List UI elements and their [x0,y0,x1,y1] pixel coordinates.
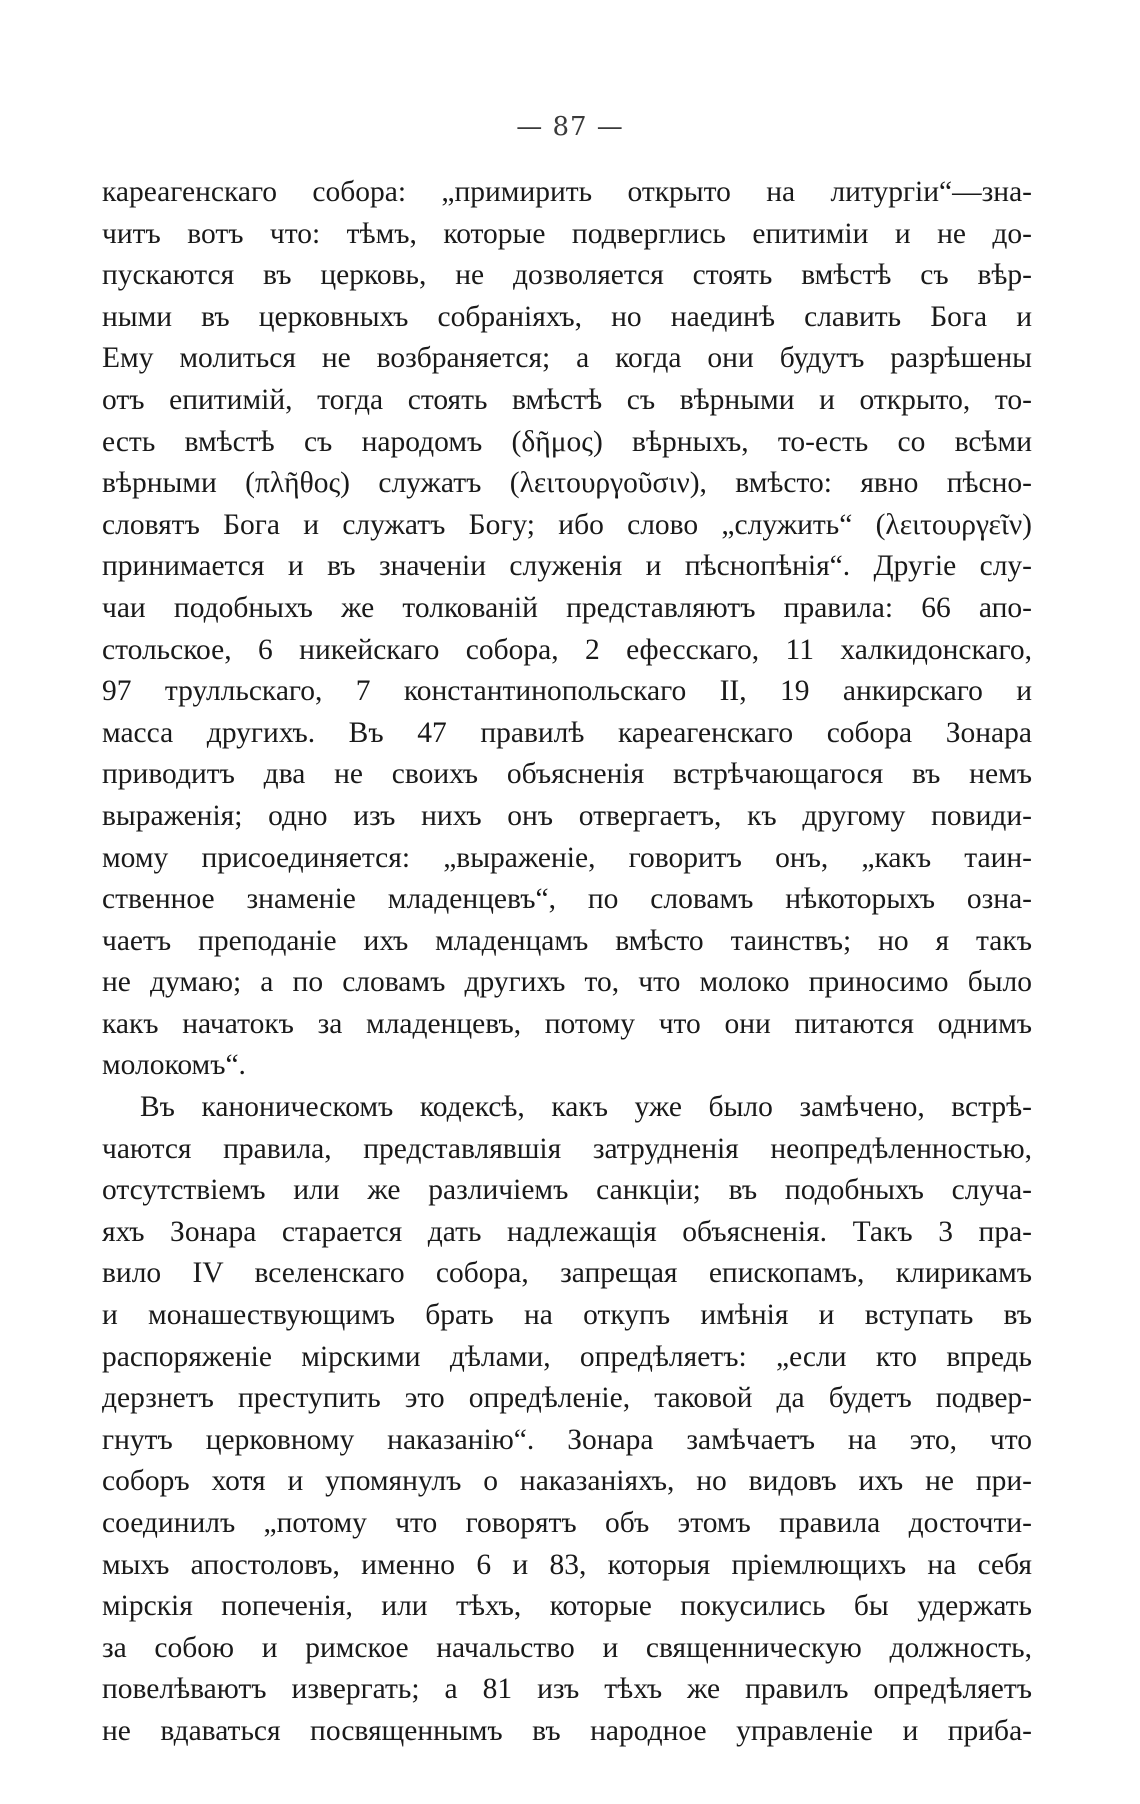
text-line: яхъ Зонара старается дать надлежащія объясненія. Такъ 3 пра- [102,1215,1032,1248]
text-line: гнутъ церковному наказанію“. Зонара замѣчаетъ на это, что [102,1423,1032,1456]
text-line: 97 трулльскаго, 7 константинопольскаго II, 19 анкирскаго и [102,675,1032,708]
text-line: выраженія; одно изъ нихъ онъ отвергаетъ, къ другому повиди- [102,799,1032,832]
text-line: кареагенскаго собора: „примирить открыто на литургіи“—зна- [102,176,1032,208]
text-line: Въ каноническомъ кодексѣ, какъ уже было замѣчено, встрѣ- [140,1091,1032,1124]
text-line: приводитъ два не своихъ объясненія встрѣчающагося въ немъ [102,758,1032,791]
text-line: принимается и въ значеніи служенія и пѣснопѣнія“. Другіе слу- [102,550,1032,583]
text-line: не думаю; а по словамъ другихъ то, что молоко приносимо было [102,966,1032,999]
text-line: отсутствіемъ или же различіемъ санкціи; въ подобныхъ случа- [102,1174,1032,1207]
text-line: соединилъ „потому что говорятъ объ этомъ правила досточти- [102,1507,1032,1539]
text-line: мірскія попеченія, или тѣхъ, которые покусились бы удержать [102,1590,1032,1623]
text-line: пускаются въ церковь, не дозволяется стоять вмѣстѣ съ вѣр- [102,259,1032,292]
text-line: за собою и римское начальство и священническую должность, [102,1631,1032,1664]
text-line: не вдаваться посвященнымъ въ народное управленіе и приба- [102,1714,1032,1747]
text-line: соборъ хотя и упомянулъ о наказаніяхъ, но видовъ ихъ не при- [102,1465,1032,1498]
text-line: Ему молиться не возбраняется; а когда они будутъ разрѣшены [102,342,1032,375]
text-line: дерзнетъ преступить это опредѣленіе, таковой да будетъ подвер- [102,1382,1032,1415]
text-line: чаются правила, представлявшія затрудненія неопредѣленностью, [102,1132,1032,1165]
paragraph-1 [102,172,1032,1087]
text-line: чаетъ преподаніе ихъ младенцамъ вмѣсто таинствъ; но я такъ [102,924,1032,957]
text-line: читъ вотъ что: тѣмъ, которые подверглись епитиміи и не до- [102,217,1032,250]
text-line: мыхъ апостоловъ, именно 6 и 83, которыя пріемлющихъ на себя [102,1548,1032,1581]
text-line: молокомъ“. [102,1049,246,1082]
text-line: повелѣваютъ извергать; а 81 изъ тѣхъ же правилъ опредѣляетъ [102,1673,1032,1706]
paragraph-2 [102,1087,1032,1753]
body-text [102,172,1032,1753]
text-line: стольское, 6 никейскаго собора, 2 ефесскаго, 11 халкидонскаго, [102,633,1032,666]
text-line: ными въ церковныхъ собраніяхъ, но наединѣ славить Бога и [102,300,1032,333]
text-line: распоряженіе мірскими дѣлами, опредѣляетъ: „если кто впредь [102,1340,1032,1373]
text-line: и монашествующимъ брать на откупъ имѣнія и вступать въ [102,1299,1032,1332]
text-line: вѣрными (πλῆθος) служатъ (λειτουργοῦσιν), вмѣсто: явно пѣсно- [102,467,1032,500]
text-line: вило IV вселенскаго собора, запрещая епископамъ, клирикамъ [102,1257,1032,1290]
text-line: какъ начатокъ за младенцевъ, потому что они питаются однимъ [102,1007,1032,1040]
text-line: отъ епитимій, тогда стоять вмѣстѣ съ вѣрными и открыто, то- [102,383,1032,416]
text-line: мому присоединяется: „выраженіе, говоритъ онъ, „какъ таин- [102,841,1032,874]
text-line: ственное знаменіе младенцевъ“, по словамъ нѣкоторыхъ озна- [102,883,1032,916]
text-line: масса другихъ. Въ 47 правилѣ кареагенскаго собора Зонара [102,716,1032,749]
text-line: словятъ Бога и служатъ Богу; ибо слово „служить“ (λειτουργεῖν) [102,508,1032,541]
text-line: есть вмѣстѣ съ народомъ (δῆμος) вѣрныхъ, то-есть со всѣми [102,425,1032,458]
text-line: чаи подобныхъ же толкованій представляютъ правила: 66 апо- [102,591,1032,624]
page-number: — 87 — [516,112,624,142]
